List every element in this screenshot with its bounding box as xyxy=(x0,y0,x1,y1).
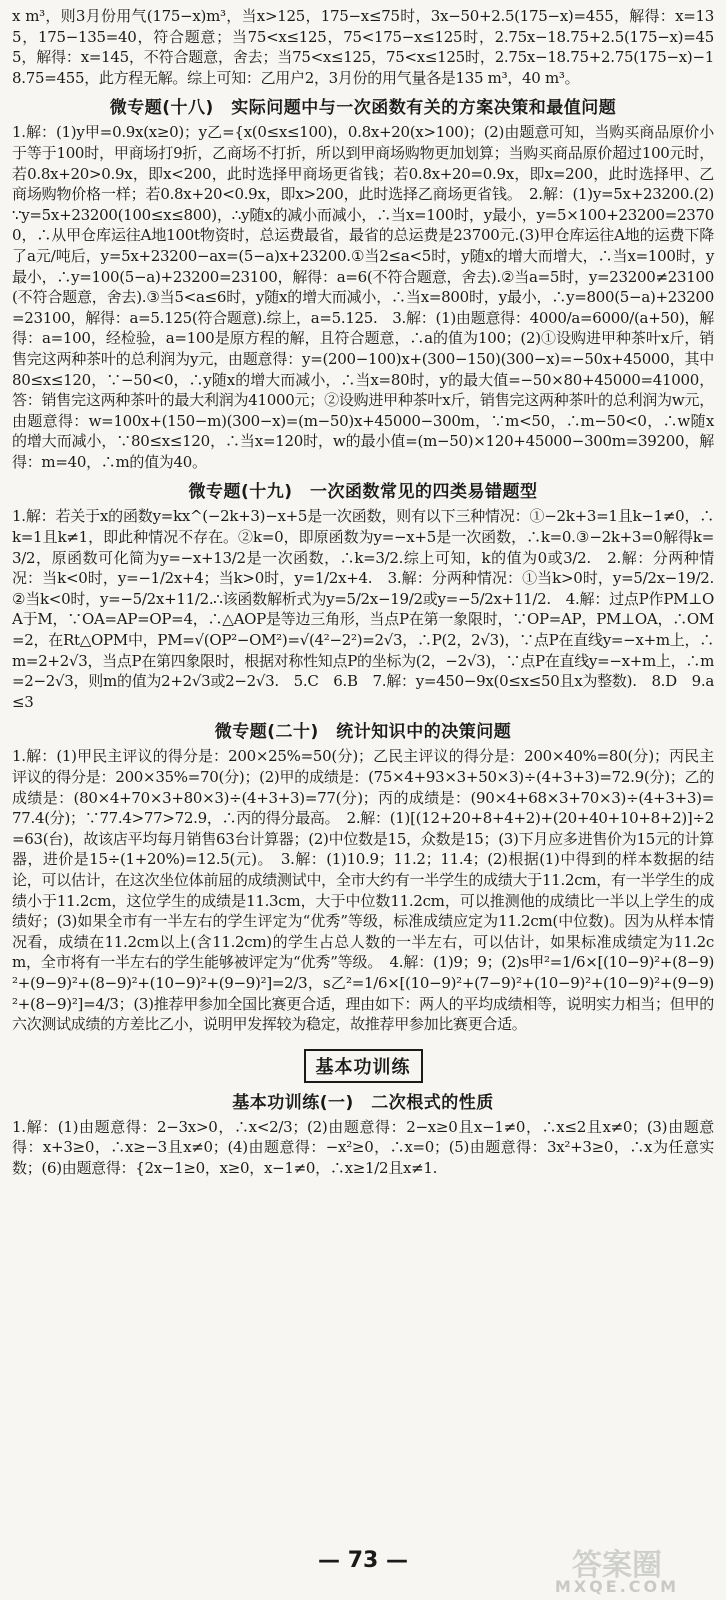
section-title-19: 微专题(十九) 一次函数常见的四类易错题型 xyxy=(188,482,538,503)
chapter-heading-box: 基本功训练 xyxy=(304,1049,423,1083)
basic-1-answers: 1.解：(1)由题意得：2−3x>0，∴x<2/3；(2)由题意得：2−x≥0且x−1≠0，∴x≤2且x≠0；(3)由题意得：x+3≥0，∴x≥−3且x≠0；(4)由题意得：−x²≥0，∴x=0；(5)由题意得：3x²+3≥0，∴x为任意实数；(6)由题意得：{2x−1≥0，x≥0，x−1≠0，∴x≥1/2且x≠1. xyxy=(12,1117,714,1177)
section-title-basic-1: 基本功训练(一) 二次根式的性质 xyxy=(232,1092,494,1113)
section-19-answers: 1.解：若关于x的函数y=kx^(−2k+3)−x+5是一次函数，则有以下三种情况：①−2k+3=1且k−1≠0，∴k=1且k≠1，即此种情况不存在。②k=0，即原函数为y=−x+5是一次函数，∴k=0.③−2k+3=0解得k=3/2，原函数可化简为y=−x+13/2是一次函数，∴k=3/2.综上可知，k的值为0或3/2. 2.解：分两种情况：当k<0时，y=−1/2x+4；当k>0时，y=1/2x+4. 3.解：分两种情况：①当k>0时，y=5/2x−19/2.②当k<0时，y=−5/2x+11/2.∴该函数解析式为y=5/2x−19/2或y=−5/2x+11/2. 4.解：过点P作PM⊥OA于M，∵OA=AP=OP=4，∴△AOP是等边三角形，当点P在第一象限时，∵OP=AP，PM⊥OA，∴OM=2，在Rt△OPM中，PM=√(OP²−OM²)=√(4²−2²)=2√3，∴P(2，2√3)，∵点P在直线y=−x+m上，∴m=2+2√3，当点P在第四象限时，根据对称性知点P的坐标为(2，−2√3)，∵点P在直线y=−x+m上，∴m=2−2√3，则m的值为2+2√3或2−2√3. 5.C 6.B 7.解：y=450−9x(0≤x≤50且x为整数). 8.D 9.a≤3 xyxy=(12,507,714,711)
section-20-answers: 1.解：(1)甲民主评议的得分是：200×25%=50(分)；乙民主评议的得分是：200×40%=80(分)；丙民主评议的得分是：200×35%=70(分)；(2)甲的成绩是：(75×4+93×3+50×3)÷(4+3+3)=72.9(分)；乙的成绩是：(80×4+70×3+80×3)÷(4+3+3)=77(分)；丙的成绩是：(90×4+68×3+70×3)÷(4+3+3)=77.4(分)；∵77.4>77>72.9，∴丙的得分最高。 2.解：(1)[(12+20+8+4+2)+(20+40+10+8+2)]÷2=63(台)，故该店平均每月销售63台计算器；(2)中位数是15，众数是15；(3)下月应多进售价为15元的计算器，进价是15÷(1+20%)=12.5(元)。 3.解：(1)10.9；11.2；11.4；(2)根据(1)中得到的样本数据的结论，可以估计，在这次坐位体前屈的成绩测试中，全市大约有一半学生的成绩大于11.2cm，有一半学生的成绩小于11.2cm，这位学生的成绩是11.3cm，大于中位数11.2cm，可以推测他的成绩比一半以上学生的成绩好；(3)如果全市有一半左右的学生评定为“优秀”等级，标准成绩应定为11.2cm(中位数)。因为从样本情况看，成绩在11.2cm以上(含11.2cm)的学生占总人数的一半左右，可以估计，如果标准成绩定为11.2cm，全市将有一半左右的学生能够被评定为“优秀”等级。 4.解：(1)9；9；(2)s甲²=1/6×[(10−9)²+(8−9)²+(9−9)²+(8−9)²+(10−9)²+(9−9)²]=2/3，s乙²=1/6×[(10−9)²+(7−9)²+(10−9)²+(10−9)²+(9−9)²+(8−9)²]=4/3；(3)推荐甲参加全国比赛更合适，理由如下：两人的平均成绩相等，说明实力相当；但甲的六次测试成绩的方差比乙小，说明甲发挥较为稳定，故推荐甲参加比赛更合适。 xyxy=(12,747,714,1034)
section-title-18: 微专题(十八) 实际问题中与一次函数有关的方案决策和最值问题 xyxy=(109,98,617,119)
section-18-answers: 1.解：(1)y甲=0.9x(x≥0)；y乙={x(0≤x≤100)，0.8x+20(x>100)；(2)由题意可知，当购买商品原价小于等于100时，甲商场打9折，乙商场不打折，所以到甲商场购物更加划算；当购买商品原价超过100元时，若0.8x+20>0.9x，即x<200，此时选择甲商场更省钱；若0.8x+20=0.9x，即x=200，此时选择甲、乙商场购物价格一样；若0.8x+20<0.9x，即x>200，此时选择乙商场更省钱。 2.解：(1)y=5x+23200.(2)∵y=5x+23200(100≤x≤800)，∴y随x的减小而减小，∴当x=100时，y最小，y=5×100+23200=23700，∴从甲仓库运往A地100t物资时，总运费最省，最省的总运费是23700元.(3)甲仓库运往A地的运费下降了a元/吨后，y=5x+23200−ax=(5−a)x+23200.①当2≤a<5时，y随x的增大而增大，∴当x=100时，y最小，∴y=100(5−a)+23200=23100，解得：a=6(不符合题意，舍去).②当a=5时，y=23200≠23100(不符合题意，舍去).③当5<a≤6时，y随x的增大而减小，∴当x=800时，y最小，∴y=800(5−a)+23200=23100，解得：a=5.125(符合题意).综上，a=5.125. 3.解：(1)由题意得：4000/a=6000/(a+50)，解得：a=100，经检验，a=100是原方程的解，且符合题意，∴a的值为100；(2)①设购进甲种茶叶x斤，销售完这两种茶叶的总利润为y元，由题意得：y=(200−100)x+(300−150)(300−x)=−50x+45000，其中80≤x≤120，∵−50<0，∴y随x的增大而减小，∴当x=80时，y的最大值=−50×80+45000=41000，答：销售完这两种茶叶的最大利润为41000元；②设购进甲种茶叶x斤，销售完这两种茶叶的总利润为w元，由题意得：w=100x+(150−m)(300−x)=(m−50)x+45000−300m，∵m<50，∴m−50<0，∴w随x的增大而减小，∵80≤x≤120，∴当x=120时，w的最小值=(m−50)×120+45000−300m=39200，解得：m=40，∴m的值为40。 xyxy=(12,123,714,471)
section-title-20: 微专题(二十) 统计知识中的决策问题 xyxy=(214,722,512,743)
watermark-glyphs: 答案圈 xyxy=(572,1548,662,1583)
watermark-url: MXQE.COM xyxy=(554,1577,680,1596)
continuation-paragraph: x m³，则3月份用气(175−x)m³，当x>125，175−x≤75时，3x−50+2.5(175−x)=455，解得：x=135，175−135=40，符合题意；当75<x≤125，75<175−x≤125时，2.75x−18.75+2.5(175−x)=455，解得：x=145，不符合题意，舍去；当75<x≤125，75<x≤125时，2.75x−18.75+2.75(175−x)−18.75=455，此方程无解。综上可知：乙用户2，3月份的用气量各是135 m³，40 m³。 xyxy=(12,7,714,87)
chapter-heading-wrap xyxy=(12,1049,714,1083)
page-number: — 73 — xyxy=(318,1548,408,1573)
watermark-logo xyxy=(522,1540,712,1596)
